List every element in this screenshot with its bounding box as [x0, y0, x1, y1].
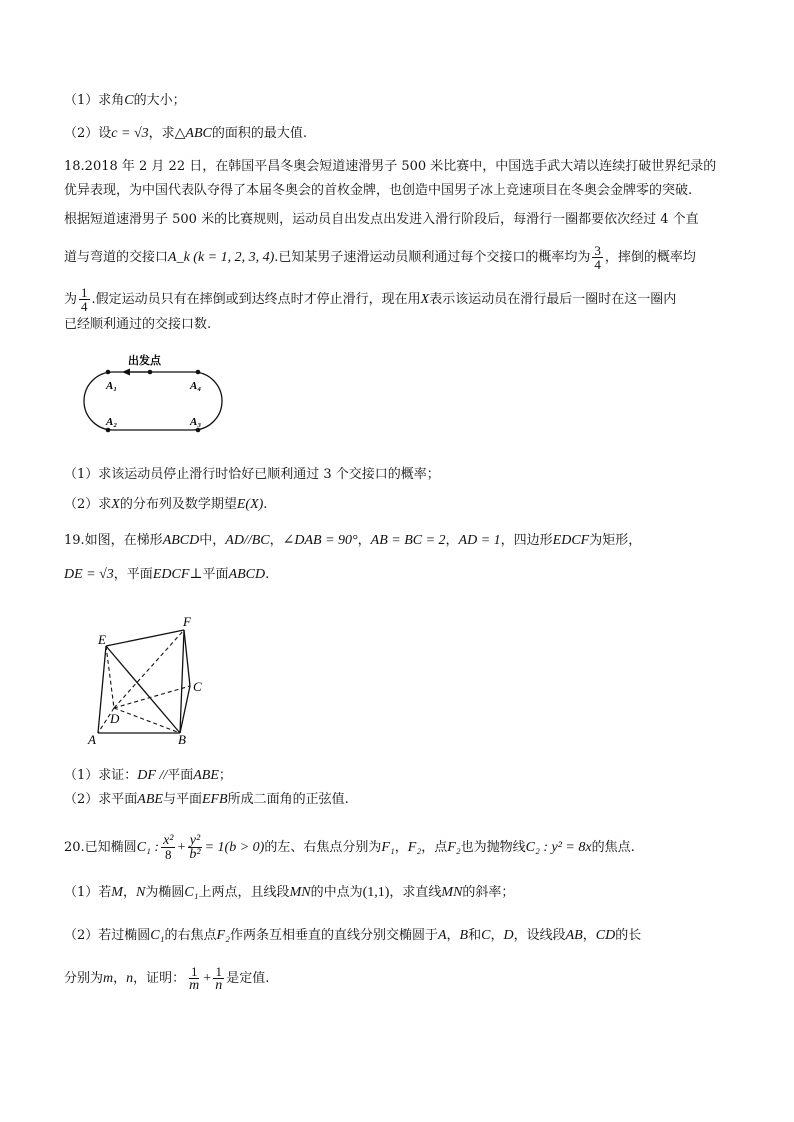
q18-line4-mid: .已知某男子速滑运动员顺利通过每个交接口的概率均为	[274, 250, 591, 265]
label-a4: A₄	[190, 380, 202, 392]
q19-line2-mid2: 平面	[202, 567, 229, 582]
q17-part1-suffix: 的大小；	[133, 93, 186, 108]
q20-part2-mid: 的右焦点	[164, 928, 217, 943]
q20-line1-mid2: ，点	[421, 840, 448, 855]
point-start	[148, 370, 153, 375]
q18-part2-prefix: （2）求	[64, 497, 112, 512]
q20-line1-mid3: 也为抛物线	[460, 840, 526, 855]
q20-part2b	[64, 965, 269, 992]
label-f: F	[183, 614, 191, 629]
q20-CD: CD	[595, 928, 616, 943]
track-outline	[84, 372, 222, 430]
label-c: C	[193, 679, 202, 694]
q19-part2	[64, 791, 349, 809]
label-e: E	[98, 632, 106, 647]
q20-part2-suffix: 的长	[615, 928, 642, 943]
point-a2	[106, 428, 111, 433]
edge-dc	[114, 686, 190, 708]
point-a1	[106, 370, 111, 375]
q18-line4	[64, 244, 696, 271]
q20-MN2: MN	[441, 885, 463, 900]
q19-cond3: AB = BC = 2	[370, 533, 446, 548]
q20-part1-suffix: 的斜率；	[462, 885, 515, 900]
edge-fc	[184, 630, 190, 686]
q18-line2: 优异表现，为中国代表队夺得了本届冬奥会的首枚金牌，也创造中国男子冰上竞速项目在冬奥会金牌零的突破.	[64, 183, 693, 198]
q19-perp-symbol: ⊥	[189, 567, 203, 582]
q19-line2-mid: ，平面	[113, 567, 153, 582]
q20-part1	[64, 884, 514, 902]
q19-part1-mid: 平面	[167, 768, 194, 783]
q20-A: A	[437, 928, 447, 943]
q20-part1-C1: C₁	[184, 885, 199, 900]
q18-part1: （1）求该运动员停止滑行时恰好已顺利通过 3 个交接口的概率；	[64, 467, 440, 482]
q20-line1-suffix: 的焦点.	[591, 840, 635, 855]
q19-part1	[64, 767, 232, 785]
q18-line3: 根据短道速滑男子 500 米的比赛规则，运动员自出发点出发进入滑行阶段后，每滑行一圈都要依次经过 4 个直	[64, 212, 699, 227]
q18-line4-suffix: ，摔倒的概率均	[604, 250, 696, 265]
q17-part2-math: c = √3	[111, 126, 149, 141]
q19-line2-abcd: ABCD	[228, 567, 266, 582]
q18-part2	[64, 496, 267, 514]
q20-part2-F2: F₂	[216, 928, 230, 943]
q20-part2-comma2: ，	[490, 928, 504, 943]
q17-part2-suffix: 的面积的最大值.	[211, 126, 308, 141]
q20-line1-prefix: 20.已知椭圆	[64, 840, 137, 855]
q17-part1	[64, 92, 186, 110]
q18-line5-var: X	[420, 292, 430, 307]
q20-plus: +	[177, 840, 186, 855]
q19-cond4: AD = 1	[458, 533, 501, 548]
q20-F1: F₁	[381, 840, 395, 855]
q19-line1: 19.如图，在梯形ABCD中，AD//BC，∠DAB = 90°，AB = BC = 2，AD = 1，四边形EDCF为矩形，	[64, 533, 642, 548]
q19-part2-suffix: 所成二面角的正弦值.	[227, 792, 349, 807]
q19-line2-math: DE = √3	[64, 567, 114, 582]
q20-part1-comma: ，	[122, 885, 136, 900]
q18-line4-fraction: $\frac{3}{4}$	[594, 243, 601, 272]
q20-MN: MN	[289, 885, 311, 900]
q19-cond2: ∠DAB = 90°	[282, 533, 358, 548]
q20-part2b-prefix: 分别为	[64, 971, 104, 986]
q20-line1	[64, 834, 635, 861]
q20-part2-comma3: ，	[582, 928, 596, 943]
q20-B: B	[459, 928, 469, 943]
q17-part2	[64, 125, 307, 143]
q17-part2-prefix: （2）设	[64, 126, 112, 141]
q19-part1-suffix: ；	[218, 768, 232, 783]
q20-n: n	[126, 971, 134, 986]
q20-frac-1n: $\frac{1}{n}$	[215, 964, 223, 993]
q18-line4-math: A_k (k = 1, 2, 3, 4)	[168, 250, 275, 265]
q20-part2b-comma: ，	[113, 971, 127, 986]
q20-C: C	[481, 928, 491, 943]
q20-part2-prefix: （2）若过椭圆	[64, 928, 151, 943]
q18-line6: 已经顺利通过的交接口数.	[64, 317, 212, 332]
q19-part2-efb: EFB	[201, 792, 228, 807]
q17-part2-mid: ，求	[148, 126, 175, 141]
label-a: A	[88, 732, 96, 747]
q18-part2-suffix: .	[263, 497, 268, 512]
q17-part1-prefix: （1）求角	[64, 93, 125, 108]
q20-part2-mid3: ，设线段	[513, 928, 566, 943]
q18-part2-math: E(X)	[236, 497, 264, 512]
q20-part2	[64, 927, 641, 945]
q19-part1-prefix: （1）求证：	[64, 768, 138, 783]
q20-N: N	[135, 885, 146, 900]
q20-F2: F₂	[407, 840, 422, 855]
q20-AB: AB	[565, 928, 583, 943]
q20-D: D	[503, 928, 514, 943]
q20-part2b-mid: ，证明：	[133, 971, 186, 986]
q19-line1-a: 中，	[199, 533, 226, 548]
q18-line5	[64, 286, 676, 313]
q19-line1-prefix: 19.如图，在梯形	[64, 533, 163, 548]
q20-M: M	[111, 885, 123, 900]
q20-frac-y: $\frac{\text{y²}}{\text{b²}}$	[189, 833, 201, 862]
q19-line1-b: ，四边形	[500, 533, 553, 548]
q20-line1-mid: 的左、右焦点分别为	[264, 840, 382, 855]
q20-part1-mid4: ，求直线	[389, 885, 442, 900]
label-a3: A₃	[190, 416, 202, 428]
q18-line5-mid: .假定运动员只有在摔倒或到达终点时才停止滑行，现在用	[91, 292, 421, 307]
q20-frac-1m: $\frac{1}{m}$	[189, 964, 200, 993]
q20-comma: ，	[394, 840, 408, 855]
q20-part2-C1: C₁	[150, 928, 165, 943]
q18-line5-fraction: $\frac{1}{4}$	[81, 285, 88, 314]
q19-part2-mid: 与平面	[162, 792, 202, 807]
q20-m: m	[103, 971, 114, 986]
q18-line5-suffix: 表示该运动员在滑行最后一圈时在这一圈内	[429, 292, 677, 307]
edge-ea	[98, 646, 106, 733]
q20-part2-comma1: ，	[446, 928, 460, 943]
label-a2: A₂	[106, 416, 118, 428]
q19-line2-edcf: EDCF	[152, 567, 190, 582]
label-start: 出发点	[128, 355, 161, 367]
q18-line4-prefix: 道与弯道的交接口	[64, 250, 169, 265]
q20-part1-prefix: （1）若	[64, 885, 112, 900]
q20-part1-mid2: 上两点，且线段	[198, 885, 290, 900]
q18-line1: 18.2018 年 2 月 22 日，在韩国平昌冬奥会短道速滑男子 500 米比赛中，中国选手武大靖以连续打破世界纪录的	[64, 159, 717, 174]
q19-line2	[64, 566, 269, 584]
edge-ed	[106, 646, 114, 708]
point-a4	[196, 370, 201, 375]
q19-cond1: AD//BC	[225, 533, 270, 548]
q19-line2-suffix: .	[265, 567, 270, 582]
q20-and: 和	[468, 928, 482, 943]
q17-part2-tri: △ABC	[174, 126, 212, 141]
label-d: D	[110, 711, 120, 726]
q20-F2b: F₂	[447, 840, 461, 855]
q18-part2-var: X	[111, 497, 120, 512]
q17-part1-var: C	[124, 93, 134, 108]
q18-track-figure	[78, 348, 228, 440]
q20-part2-mid2: 作两条互相垂直的直线分别交椭圆于	[229, 928, 438, 943]
q20-part1-mid3: 的中点为	[310, 885, 363, 900]
q19-part2-prefix: （2）求平面	[64, 792, 138, 807]
q20-c1: C₁ :	[136, 840, 160, 855]
q19-line1-suffix: 为矩形，	[589, 533, 642, 548]
q19-line1-edcf: EDCF	[552, 533, 590, 548]
q20-c2: C₂ : y² = 8x	[525, 840, 592, 855]
q20-frac-x: $\frac{\text{x²}}{8}$	[163, 833, 174, 862]
q18-part2-mid: 的分布列及数学期望	[119, 497, 237, 512]
q20-part2b-suffix: 是定值.	[226, 971, 270, 986]
q19-solid-figure	[80, 610, 220, 750]
q20-point: (1,1)	[362, 885, 390, 900]
q20-part1-mid: 为椭圆	[145, 885, 185, 900]
q19-part2-abe: ABE	[137, 792, 163, 807]
q19-line1-abcd: ABCD	[162, 533, 200, 548]
q20-eq: = 1(b > 0)	[204, 840, 265, 855]
q19-part1-abe: ABE	[193, 768, 219, 783]
arrowhead-icon	[122, 369, 130, 376]
label-a1: A₁	[106, 380, 118, 392]
q19-part1-math: DF //	[137, 768, 168, 783]
q20-part2b-plus: +	[203, 971, 212, 986]
point-a3	[196, 428, 201, 433]
q18-line5-prefix: 为	[64, 292, 78, 307]
label-b: B	[178, 732, 186, 747]
